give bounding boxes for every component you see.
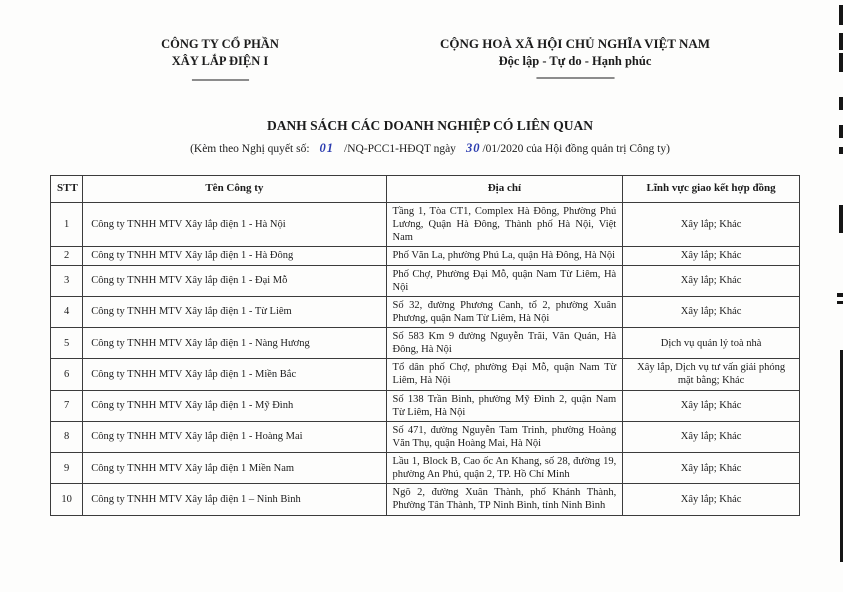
company-name-line1: CÔNG TY CỔ PHẦN [161,37,279,51]
company-address-cell: Số 138 Trần Bình, phường Mỹ Đình 2, quận Nam Từ Liêm, Hà Nội [386,390,623,421]
contract-field-cell: Xây lắp; Khác [623,203,800,247]
company-name-cell: Công ty TNHH MTV Xây lắp điện 1 - Miền Bắc [83,359,386,390]
contract-field-cell: Xây lắp; Khác [623,247,800,265]
contract-field-cell: Xây lắp; Khác [623,453,800,484]
national-motto-line2: Độc lập - Tự do - Hạnh phúc [498,53,652,68]
company-name-cell: Công ty TNHH MTV Xây lắp điện 1 - Nàng Hương [83,328,386,359]
subtitle-middle: /NQ-PCC1-HĐQT ngày [344,143,456,155]
company-name-cell: Công ty TNHH MTV Xây lắp điện 1 Miền Nam [83,453,386,484]
company-address-cell: Số 32, đường Phương Canh, tổ 2, phường Xuân Phương, quận Nam Từ Liêm, Hà Nội [386,296,623,327]
contract-field-cell: Xây lắp; Khác [623,421,800,452]
national-motto-line1: CỘNG HOÀ XÃ HỘI CHỦ NGHĨA VIỆT NAM [439,36,711,51]
row-stt: 3 [51,265,83,296]
scan-artifact [839,5,843,25]
company-name-cell: Công ty TNHH MTV Xây lắp điện 1 - Từ Liêm [83,296,386,327]
company-address-cell: Số 471, đường Nguyễn Tam Trinh, phường Hoàng Văn Thụ, quận Hoàng Mai, Hà Nội [386,421,623,452]
national-letterhead [420,36,730,86]
subtitle-suffix: /01/2020 của Hội đồng quản trị Công ty) [482,143,670,155]
row-stt: 5 [51,328,83,359]
scan-artifact [837,293,843,297]
handwritten-resolution-number: 01 [319,141,335,155]
document-subtitle [0,141,843,156]
letterhead-divider-right: -------------------------- [536,70,614,85]
contract-field-cell: Xây lắp; Khác [623,265,800,296]
scan-artifact [839,97,843,110]
company-address-cell: Ngõ 2, đường Xuân Thành, phố Khánh Thành, Phường Tân Thành, TP Ninh Bình, tỉnh Ninh Bình [386,484,623,515]
company-address-cell: Lầu 1, Block B, Cao ốc An Khang, số 28, đường 19, phường An Phú, quận 2, TP. Hồ Chí Minh [386,453,623,484]
table-row [51,328,800,359]
row-stt: 4 [51,296,83,327]
table-row [51,453,800,484]
header-stt: STT [51,176,83,203]
scan-artifact [839,125,843,138]
table-row [51,265,800,296]
header-contract-field: Lĩnh vực giao kết hợp đồng [623,176,800,203]
row-stt: 10 [51,484,83,515]
company-address-cell: Phố Chợ, Phường Đại Mỗ, quận Nam Từ Liêm, Hà Nội [386,265,623,296]
scan-artifact [839,53,843,72]
company-name-cell: Công ty TNHH MTV Xây lắp điện 1 - Đại Mỗ [83,265,386,296]
table-header-row [51,176,800,203]
table-row [51,203,800,247]
row-stt: 1 [51,203,83,247]
contract-field-cell: Xây lắp, Dịch vụ tư vấn giải phóng mặt bằng; Khác [623,359,800,390]
company-name-cell: Công ty TNHH MTV Xây lắp điện 1 – Ninh Bình [83,484,386,515]
company-letterhead [110,36,330,87]
handwritten-day-number: 30 [465,141,481,155]
related-companies-table [50,175,800,516]
table-row [51,359,800,390]
row-stt: 9 [51,453,83,484]
company-name-cell: Công ty TNHH MTV Xây lắp điện 1 - Hà Nội [83,203,386,247]
row-stt: 2 [51,247,83,265]
header-address: Địa chỉ [386,176,623,203]
table-row [51,390,800,421]
scan-artifact [839,147,843,154]
subtitle-prefix: (Kèm theo Nghị quyết số: [190,143,310,155]
scan-artifact [839,33,843,50]
company-name-cell: Công ty TNHH MTV Xây lắp điện 1 - Mỹ Đình [83,390,386,421]
header-company-name: Tên Công ty [83,176,386,203]
contract-field-cell: Xây lắp; Khác [623,390,800,421]
company-address-cell: Tầng 1, Tòa CT1, Complex Hà Đông, Phường Phú Lương, Quận Hà Đông, Thành phố Hà Nội, Việt Nam [386,203,623,247]
row-stt: 6 [51,359,83,390]
scan-artifact [839,205,843,233]
table-body [51,203,800,516]
company-address-cell: Tổ dân phố Chợ, phường Đại Mỗ, quận Nam Từ Liêm, Hà Nội [386,359,623,390]
company-name-line2: XÂY LẮP ĐIỆN I [171,53,269,68]
table-row [51,484,800,515]
table-row [51,296,800,327]
company-address-cell: Phố Văn La, phường Phú La, quận Hà Đông, Hà Nội [386,247,623,265]
contract-field-cell: Dịch vụ quản lý toà nhà [623,328,800,359]
document-title: DANH SÁCH CÁC DOANH NGHIỆP CÓ LIÊN QUAN [267,118,593,133]
row-stt: 8 [51,421,83,452]
company-name-cell: Công ty TNHH MTV Xây lắp điện 1 - Hoàng Mai [83,421,386,452]
letterhead-divider-left: ------------------- [191,71,249,86]
table-row [51,247,800,265]
row-stt: 7 [51,390,83,421]
scan-artifact [837,301,843,304]
contract-field-cell: Xây lắp; Khác [623,296,800,327]
contract-field-cell: Xây lắp; Khác [623,484,800,515]
table-row [51,421,800,452]
company-address-cell: Số 583 Km 9 đường Nguyễn Trãi, Văn Quán, Hà Đông, Hà Nội [386,328,623,359]
company-name-cell: Công ty TNHH MTV Xây lắp điện 1 - Hà Đông [83,247,386,265]
